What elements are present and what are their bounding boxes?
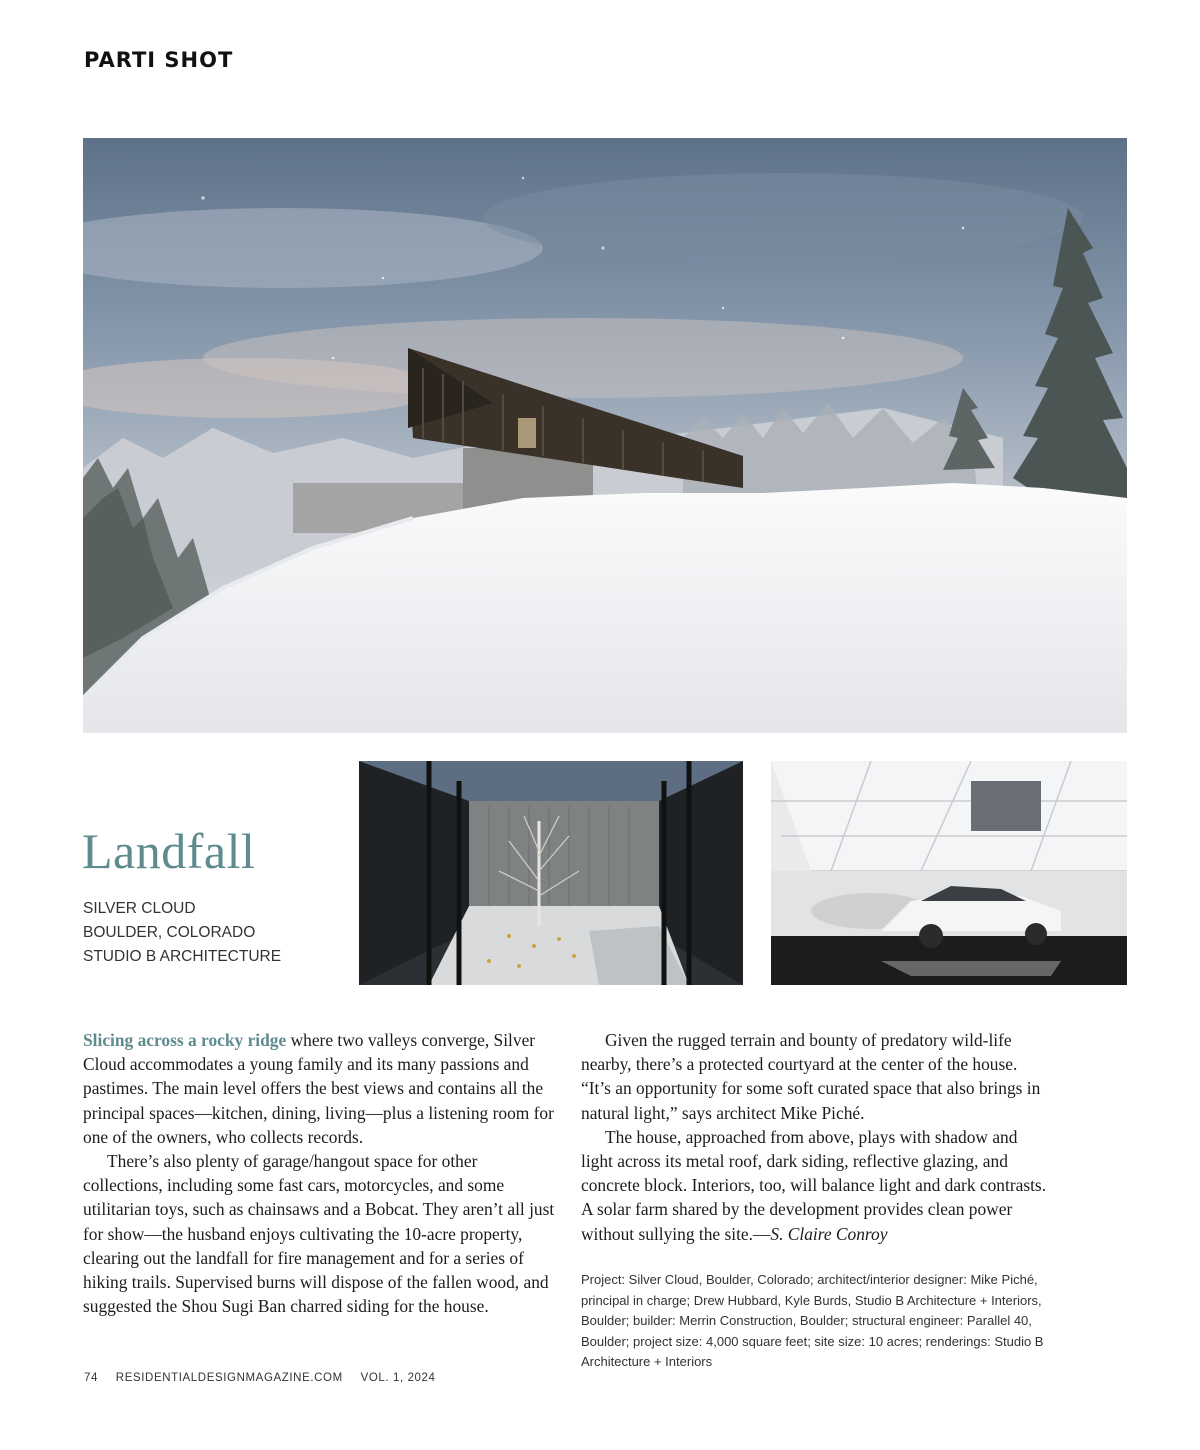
paragraph-text: where two valleys converge, Silver Cloud accommodates a young family and its many passions and pastimes. The main level offers the best views and contains all the principal spaces—kitchen, dining, living—plus a listening room for one of the owners, who collects records. xyxy=(83,1030,554,1147)
article-column-left xyxy=(83,1028,559,1318)
meta-location: BOULDER, COLORADO xyxy=(83,924,256,941)
article-paragraph: Given the rugged terrain and bounty of predatory wild-life nearby, there’s a protected courtyard at the center of the house. “It’s an opportunity for some soft curated space that also brings in natural light,” says architect Mike Piché. xyxy=(581,1030,1041,1123)
project-meta xyxy=(83,897,281,969)
courtyard-image xyxy=(359,761,743,985)
project-credits: Project: Silver Cloud, Boulder, Colorado; architect/interior designer: Mike Piché, principal in charge; Drew Hubbard, Kyle Burds, Studio B Architecture + Interiors, Boulder; builder: Merrin Construction, Boulder; structural engineer: Parallel 40, Boulder; project size: 4,000 square feet; site size: 10 acres; renderings: Studio B Architecture + Interiors xyxy=(581,1272,1044,1369)
footer-site: RESIDENTIALDESIGNMAGAZINE.COM xyxy=(115,1372,343,1384)
article-paragraph xyxy=(581,1125,1051,1246)
page-number: 74 xyxy=(84,1372,98,1384)
garage-image xyxy=(771,761,1127,985)
hero-image xyxy=(83,138,1127,733)
article-paragraph xyxy=(83,1028,559,1149)
page-footer xyxy=(84,1372,450,1384)
paragraph-text: The house, approached from above, plays with shadow and light across its metal roof, dark siding, reflective glazing, and concrete block. Interiors, too, will balance light and dark contrasts. A solar farm shared by the development provides clean power without sullying the site.— xyxy=(581,1126,1047,1244)
byline: S. Claire Conroy xyxy=(770,1223,888,1244)
meta-project-name: SILVER CLOUD xyxy=(83,900,196,917)
project-title: Landfall xyxy=(82,823,256,879)
section-label: PARTI SHOT xyxy=(84,48,234,72)
article-paragraph: There’s also plenty of garage/hangout space for other collections, including some fast cars, motorcycles, and some utilitarian toys, such as chainsaws and a Bobcat. They aren’t all just for show—the husband enjoys cultivating the 10-acre property, clearing out the landfall for fire management and for a series of hiking trails. Supervised burns will dispose of the fallen wood, and suggested the Shou Sugi Ban charred siding for the house. xyxy=(83,1151,555,1317)
article-column-right xyxy=(581,1028,1051,1246)
meta-firm: STUDIO B ARCHITECTURE xyxy=(83,948,282,965)
lead-in: Slicing across a rocky ridge xyxy=(83,1030,287,1050)
footer-volume: VOL. 1, 2024 xyxy=(360,1372,436,1384)
